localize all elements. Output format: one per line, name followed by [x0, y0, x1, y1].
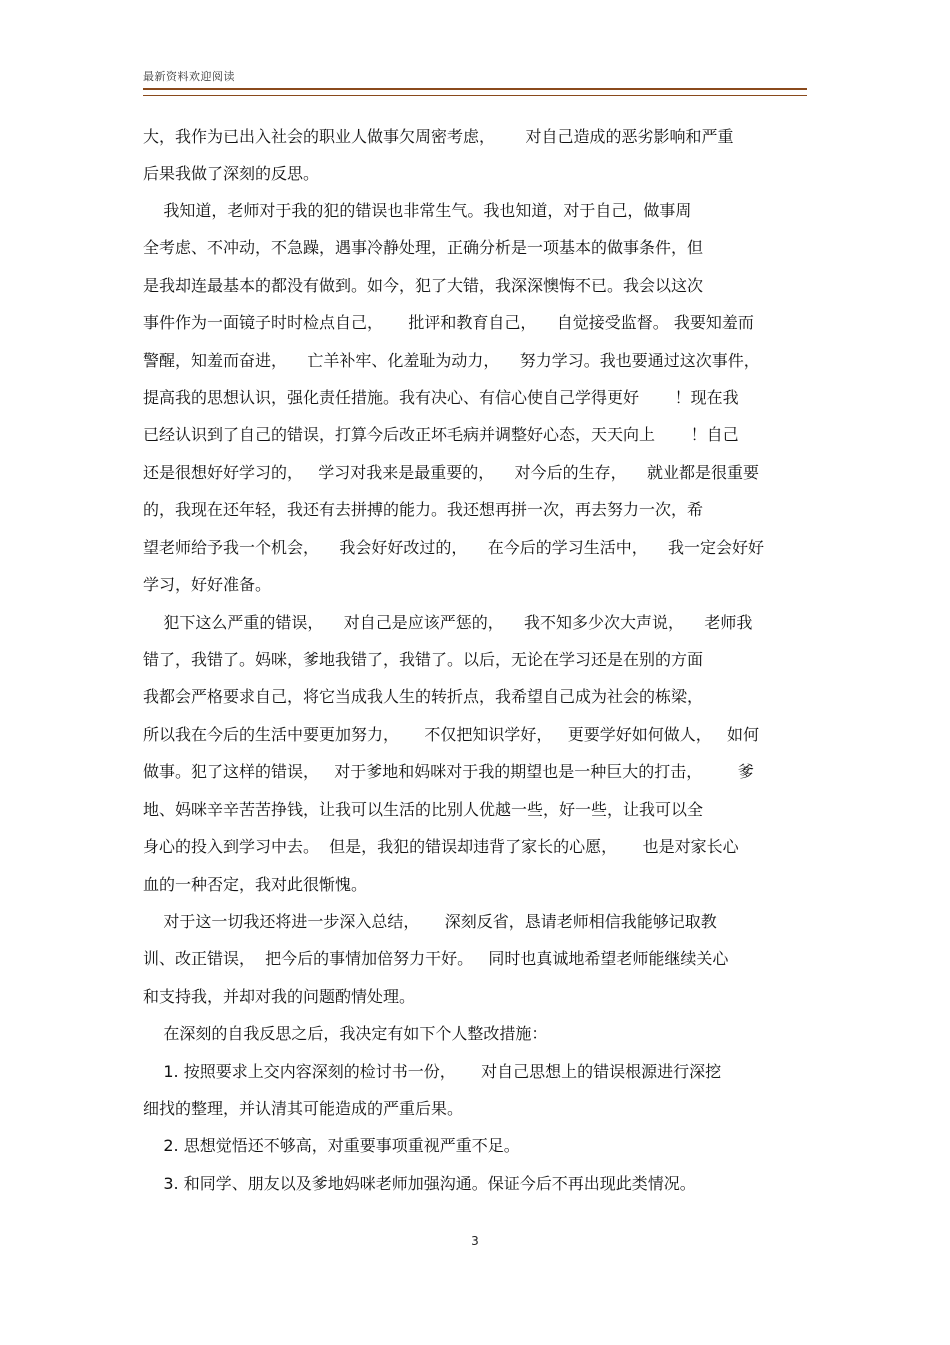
body-line: 做事。犯了这样的错误， 对于爹地和妈咪对于我的期望也是一种巨大的打击， 爹: [143, 762, 754, 781]
body-line: 的，我现在还年轻，我还有去拼搏的能力。我还想再拼一次，再去努力一次，希: [143, 500, 704, 519]
body-line: 学习，好好准备。: [143, 575, 272, 594]
body-line: 我知道，老师对于我的犯的错误也非常生气。我也知道，对于自己，做事周: [143, 201, 692, 220]
body-line: 3. 和同学、朋友以及爹地妈咪老师加强沟通。保证今后不再出现此类情况。: [143, 1174, 696, 1193]
header-title: 最新资料欢迎阅读: [143, 70, 235, 83]
body-line: 事件作为一面镜子时时检点自己， 批评和教育自己， 自觉接受监督。 我要知羞而: [143, 313, 754, 332]
header-rule-thin: [143, 95, 807, 96]
body-line: 对于这一切我还将进一步深入总结， 深刻反省，恳请老师相信我能够记取教: [143, 912, 717, 931]
body-line: 地、妈咪辛辛苦苦挣钱，让我可以生活的比别人优越一些，好一些，让我可以全: [143, 800, 704, 819]
body-line: 在深刻的自我反思之后，我决定有如下个人整改措施：: [143, 1024, 548, 1043]
body-line: 犯下这么严重的错误， 对自己是应该严惩的， 我不知多少次大声说， 老师我: [143, 613, 753, 632]
body-line: 训、改正错误， 把今后的事情加倍努力干好。 同时也真诚地希望老师能继续关心: [143, 949, 729, 968]
body-line: 细找的整理，并认清其可能造成的严重后果。: [143, 1099, 464, 1118]
body-line: 所以我在今后的生活中要更加努力， 不仅把知识学好， 更要学好如何做人， 如何: [143, 725, 759, 744]
page-number: 3: [471, 1234, 479, 1248]
body-line: 后果我做了深刻的反思。: [143, 164, 320, 183]
body-line: 望老师给予我一个机会， 我会好好改过的， 在今后的学习生活中， 我一定会好好: [143, 538, 765, 557]
body-line: 血的一种否定，我对此很惭愧。: [143, 875, 368, 894]
body-line: 身心的投入到学习中去。 但是，我犯的错误却违背了家长的心愿， 也是对家长心: [143, 837, 739, 856]
body-line: 1. 按照要求上交内容深刻的检讨书一份， 对自己思想上的错误根源进行深挖: [143, 1062, 722, 1081]
body-line: 大，我作为已出入社会的职业人做事欠周密考虑， 对自己造成的恶劣影响和严重: [143, 127, 734, 146]
body-line: 全考虑、不冲动，不急躁，遇事冷静处理，正确分析是一项基本的做事条件，但: [143, 238, 704, 257]
body-line: 提高我的思想认识，强化责任措施。我有决心、有信心使自己学得更好 ！现在我: [143, 388, 739, 407]
body-line: 警醒，知羞而奋进， 亡羊补牢、化羞耻为动力， 努力学习。我也要通过这次事件，: [143, 351, 760, 370]
body-line: 错了，我错了。妈咪，爹地我错了，我错了。以后，无论在学习还是在别的方面: [143, 650, 704, 669]
body-line: 2. 思想觉悟还不够高，对重要事项重视严重不足。: [143, 1136, 520, 1155]
header-rule-thick: [143, 88, 807, 90]
body-line: 已经认识到了自己的错误，打算今后改正坏毛病并调整好心态，天天向上 ！自己: [143, 425, 739, 444]
body-line: 和支持我，并却对我的问题酌情处理。: [143, 987, 416, 1006]
body-line: 我都会严格要求自己，将它当成我人生的转折点，我希望自己成为社会的栋梁，: [143, 687, 704, 706]
body-line: 是我却连最基本的都没有做到。如今，犯了大错，我深深懊悔不已。我会以这次: [143, 276, 704, 295]
body-line: 还是很想好好学习的， 学习对我来是最重要的， 对今后的生存， 就业都是很重要: [143, 463, 759, 482]
